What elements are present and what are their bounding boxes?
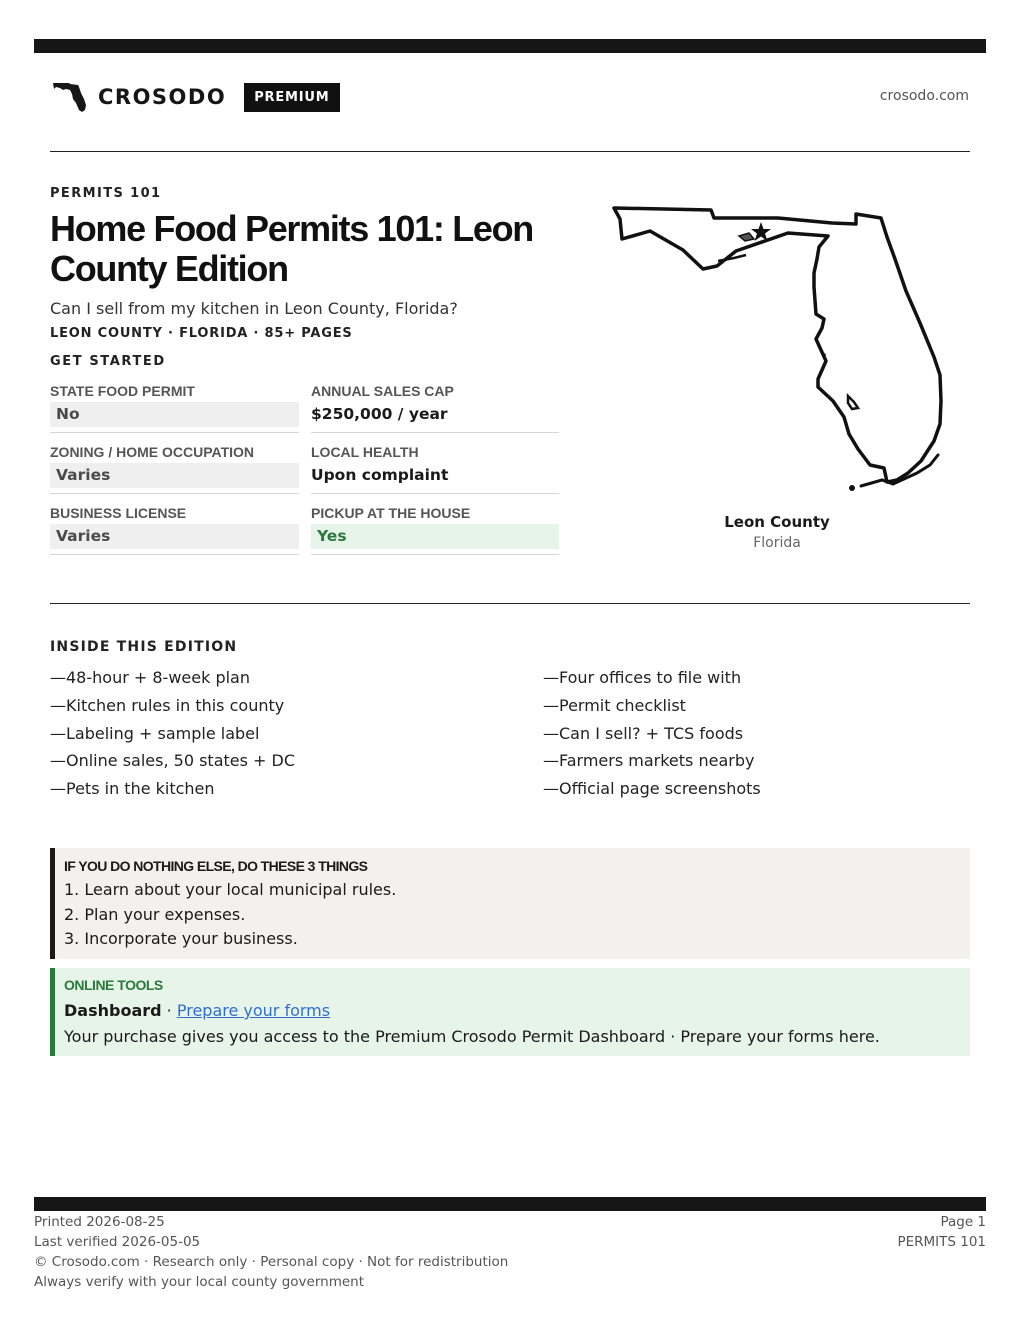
fact-value: $250,000 / year xyxy=(311,405,448,423)
contents-list-left xyxy=(50,664,295,803)
fact-label: LOCAL HEALTH xyxy=(311,444,419,460)
callout-item: 1. Learn about your local municipal rules. xyxy=(64,880,397,899)
callout-item: 2. Plan your expenses. xyxy=(64,904,246,924)
fact-annual-sales-cap xyxy=(311,380,559,433)
contents-item: —48-hour + 8-week plan xyxy=(50,668,250,687)
footer-right xyxy=(897,1212,986,1252)
verified-date: Last verified 2026-05-05 xyxy=(34,1234,201,1250)
online-tools-heading: ONLINE TOOLS xyxy=(64,977,163,993)
bottom-rule-bar xyxy=(34,1197,986,1211)
contents-item: —Can I sell? + TCS foods xyxy=(543,723,744,743)
callout-heading: IF YOU DO NOTHING ELSE, DO THESE 3 THINGS xyxy=(64,858,368,874)
online-tools-panel xyxy=(50,968,970,1056)
fact-label: ZONING / HOME OCCUPATION xyxy=(50,444,255,460)
fact-business-license xyxy=(50,502,299,555)
contents-item: —Four offices to file with xyxy=(543,668,742,687)
site-url[interactable]: crosodo.com xyxy=(879,88,969,104)
page-number: Page 1 xyxy=(940,1214,986,1230)
contents-item: —Online sales, 50 states + DC xyxy=(50,751,296,771)
copyright-notice: © Crosodo.com · Research only · Personal copy · Not for redistribution xyxy=(34,1254,509,1270)
florida-silhouette-icon xyxy=(52,81,88,113)
contents-item: —Kitchen rules in this county xyxy=(50,695,285,715)
callout-list xyxy=(64,878,970,952)
contents-item: —Official page screenshots xyxy=(543,779,761,799)
footer-section: PERMITS 101 xyxy=(897,1234,986,1250)
fact-value: Upon complaint xyxy=(311,466,449,484)
map-county-label: Leon County xyxy=(724,513,830,531)
premium-badge: PREMIUM xyxy=(244,83,339,112)
contents-item: —Labeling + sample label xyxy=(50,723,260,743)
tools-description: Your purchase gives you access to the Premium Crosodo Permit Dashboard · Prepare your forms here. xyxy=(64,1027,880,1046)
printed-date: Printed 2026-08-25 xyxy=(34,1214,165,1230)
quick-facts-grid xyxy=(50,380,559,555)
fact-state-food-permit xyxy=(50,380,299,433)
fact-pickup xyxy=(311,502,559,555)
dashboard-label: Dashboard xyxy=(64,1001,162,1020)
fact-label: PICKUP AT THE HOUSE xyxy=(311,505,471,521)
fact-label: ANNUAL SALES CAP xyxy=(311,383,454,399)
footer-left xyxy=(34,1212,508,1292)
fact-value: No xyxy=(50,402,299,427)
brand-header[interactable] xyxy=(52,80,340,114)
contents-item: —Permit checklist xyxy=(543,695,686,715)
contents-list-right xyxy=(543,664,761,803)
florida-outline-map xyxy=(608,203,948,495)
fact-zoning xyxy=(50,441,299,494)
prepare-forms-link[interactable]: Prepare your forms xyxy=(176,1001,331,1020)
header-divider xyxy=(50,151,970,152)
callout-item: 3. Incorporate your business. xyxy=(64,929,298,949)
fact-value: Varies xyxy=(50,463,299,488)
dashboard-line xyxy=(64,998,970,1024)
get-started-heading: GET STARTED xyxy=(50,354,166,369)
verify-note: Always verify with your local county government xyxy=(34,1274,364,1290)
three-things-callout xyxy=(50,848,970,959)
fact-label: BUSINESS LICENSE xyxy=(50,505,187,521)
inside-edition-heading: INSIDE THIS EDITION xyxy=(50,639,238,655)
contents-item: —Pets in the kitchen xyxy=(50,779,215,799)
top-rule-bar xyxy=(34,39,986,53)
section-divider xyxy=(50,603,970,604)
edition-meta: LEON COUNTY · FLORIDA · 85+ PAGES xyxy=(50,326,353,341)
page-subtitle: Can I sell from my kitchen in Leon County, Florida? xyxy=(50,299,458,318)
fact-local-health xyxy=(311,441,559,494)
fact-value: Yes xyxy=(311,524,559,549)
eyebrow: PERMITS 101 xyxy=(50,186,162,201)
separator: · xyxy=(161,1001,177,1020)
brand-name: CROSODO xyxy=(98,85,227,109)
fact-label: STATE FOOD PERMIT xyxy=(50,383,195,399)
map-state-label: Florida xyxy=(753,535,801,551)
page-title: Home Food Permits 101: Leon County Edition xyxy=(50,208,533,289)
contents-item: —Farmers markets nearby xyxy=(543,751,755,771)
fact-value: Varies xyxy=(50,524,299,549)
